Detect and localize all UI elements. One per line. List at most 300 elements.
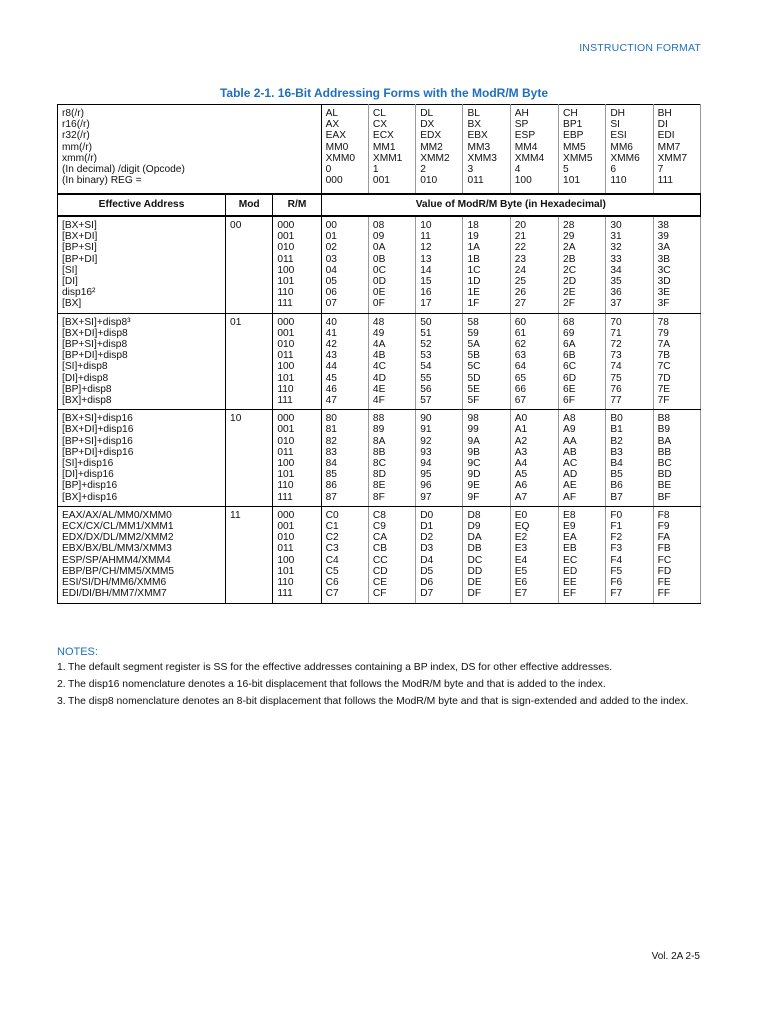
register-header-row: [58, 105, 701, 195]
cell-line: 010: [277, 532, 295, 544]
cell-line: 11: [420, 231, 431, 243]
cell-line: 100: [277, 554, 295, 566]
cell-line: CC: [372, 554, 388, 566]
hex-column: [653, 216, 700, 313]
cell-line: 68: [563, 316, 575, 328]
cell-line: 63: [514, 350, 527, 362]
cell-line: F8: [657, 509, 670, 521]
cell-line: r16(/r): [62, 119, 90, 131]
cell-line: 90: [420, 413, 432, 425]
cell-line: 95: [420, 469, 432, 481]
cell-line: 7B: [657, 350, 671, 362]
cell-line: 04: [325, 264, 337, 276]
cell-line: MM0: [325, 141, 349, 153]
cell-line: F0: [610, 509, 623, 521]
cell-line: XMM5: [563, 152, 593, 164]
cell-line: 6C: [563, 361, 577, 373]
hex-column: [321, 506, 368, 603]
cell-line: 6D: [563, 372, 577, 384]
cell-line: 24: [514, 264, 527, 276]
cell-line: 101: [563, 175, 581, 187]
cell-line: F4: [610, 554, 623, 566]
cell-line: AC: [563, 458, 578, 470]
cell-line: 0C: [372, 264, 386, 276]
cell-line: 65: [514, 372, 527, 384]
cell-line: (In binary) REG =: [62, 175, 142, 187]
cell-line: 19: [467, 231, 479, 243]
cell-line: 92: [420, 435, 432, 447]
cell-line: [BX]: [62, 298, 82, 310]
cell-line: C0: [325, 509, 339, 521]
cell-line: 0A: [372, 242, 386, 254]
cell-line: 40: [325, 316, 337, 328]
cell-line: 64: [514, 361, 527, 373]
cell-line: 5D: [467, 372, 481, 384]
cell-line: 56: [420, 383, 432, 395]
cell-line: BF: [657, 491, 671, 503]
hex-column: [653, 313, 700, 410]
cell-line: D5: [420, 565, 434, 577]
hex-column: [463, 506, 510, 603]
mod-cell: 00: [226, 216, 273, 313]
cell-line: 000: [277, 316, 295, 328]
cell-line: 79: [657, 327, 669, 339]
cell-line: 6A: [563, 339, 576, 351]
cell-line: A4: [514, 458, 528, 470]
cell-line: 4F: [372, 395, 385, 407]
cell-line: [BX+SI]+disp8³: [62, 316, 131, 328]
cell-line: 62: [514, 339, 527, 351]
cell-line: 011: [277, 253, 294, 265]
cell-line: 49: [372, 327, 385, 339]
cell-line: 60: [514, 316, 527, 328]
cell-line: 81: [325, 424, 337, 436]
cell-line: 8C: [372, 458, 386, 470]
cell-line: AX: [325, 119, 340, 131]
cell-line: EAX/AX/AL/MM0/XMM0: [62, 509, 172, 521]
hex-column: [416, 410, 463, 507]
cell-line: 7A: [657, 339, 671, 351]
cell-line: 1D: [467, 276, 481, 288]
cell-line: 80: [325, 413, 337, 425]
cell-line: 7C: [657, 361, 671, 373]
cell-line: ESI/SI/DH/MM6/XMM6: [62, 577, 167, 589]
cell-line: 86: [325, 480, 337, 492]
cell-line: 72: [610, 339, 622, 351]
cell-line: AB: [563, 446, 577, 458]
effective-address-cell: [58, 313, 226, 410]
mod-cell: 11: [226, 506, 273, 603]
cell-line: 000: [277, 413, 295, 425]
cell-line: 42: [325, 339, 337, 351]
cell-line: BD: [657, 469, 672, 481]
cell-line: [DI]+disp8: [62, 372, 109, 384]
hex-column: [559, 313, 606, 410]
cell-line: 0B: [372, 253, 386, 265]
cell-line: 33: [610, 253, 622, 265]
cell-line: 001: [277, 231, 295, 243]
hex-column: [321, 216, 368, 313]
hex-column: [463, 410, 510, 507]
table-caption: Table 2-1. 16-Bit Addressing Forms with the ModR/M Byte: [219, 86, 549, 100]
cell-line: B5: [610, 469, 623, 481]
cell-line: E9: [563, 521, 576, 533]
cell-line: 93: [420, 446, 432, 458]
cell-line: 29: [563, 231, 575, 243]
cell-line: C8: [372, 509, 386, 521]
cell-line: 4E: [372, 383, 386, 395]
cell-line: AH: [514, 108, 529, 119]
cell-line: A2: [514, 435, 528, 447]
cell-line: 1C: [467, 264, 481, 276]
cell-line: D3: [420, 543, 434, 555]
cell-line: 78: [657, 316, 669, 328]
hex-column: [368, 506, 415, 603]
cell-line: BC: [657, 458, 672, 470]
effective-address-cell: [58, 410, 226, 507]
cell-line: FF: [657, 588, 671, 600]
note-text: The disp16 nomenclature denotes a 16-bit displacement that follows the ModR/M byte and that is added to the index.: [68, 679, 606, 690]
cell-line: F1: [610, 521, 623, 533]
cell-line: A5: [514, 469, 528, 481]
cell-line: ECX/CX/CL/MM1/XMM1: [62, 521, 174, 533]
cell-line: MM2: [420, 141, 443, 153]
cell-line: E0: [514, 509, 528, 521]
cell-line: 010: [277, 339, 295, 351]
hex-column: [559, 216, 606, 313]
note-text: The default segment register is SS for the effective addresses containing a BP index, DS for other effective addresses.: [68, 662, 613, 673]
cell-line: 0: [325, 164, 332, 176]
cell-line: 011: [277, 350, 294, 362]
cell-line: 010: [420, 175, 438, 187]
cell-line: [SI]: [62, 264, 78, 276]
cell-line: 05: [325, 276, 337, 288]
cell-line: B4: [610, 458, 623, 470]
cell-line: 2F: [563, 298, 575, 310]
cell-line: 8D: [372, 469, 386, 481]
cell-line: F6: [610, 577, 623, 589]
hex-column: [606, 313, 653, 410]
cell-line: DD: [467, 565, 483, 577]
note-3: 3. The disp8 nomenclature denotes an 8-bit displacement that follows the ModR/M byte and that is sign-extended and added to the index.: [57, 696, 689, 707]
hex-column: [559, 506, 606, 603]
cell-line: ESP/SP/AHMM4/XMM4: [62, 554, 171, 566]
hex-column: [368, 216, 415, 313]
cell-line: 4: [514, 164, 521, 176]
cell-line: MM3: [467, 141, 491, 153]
cell-line: B2: [610, 435, 623, 447]
cell-line: D4: [420, 554, 434, 566]
hex-column: [510, 506, 558, 603]
cell-line: 48: [372, 316, 385, 328]
cell-line: EAX: [325, 130, 347, 142]
hex-column: [653, 506, 700, 603]
cell-line: 30: [610, 220, 622, 231]
cell-line: 31: [610, 231, 622, 243]
cell-line: 12: [420, 242, 432, 254]
cell-line: 9B: [467, 446, 480, 458]
cell-line: A0: [514, 413, 528, 425]
cell-line: [BX+SI]: [62, 220, 97, 231]
cell-line: 010: [277, 435, 295, 447]
cell-line: 61: [514, 327, 527, 339]
cell-line: 39: [657, 231, 669, 243]
hex-column: [416, 216, 463, 313]
cell-line: A7: [514, 491, 528, 503]
cell-line: 55: [420, 372, 432, 384]
header-value: Value of ModR/M Byte (in Hexadecimal): [321, 194, 700, 216]
cell-line: 3F: [657, 298, 670, 310]
cell-line: MM6: [610, 141, 633, 153]
cell-line: 23: [514, 253, 527, 265]
cell-line: [SI]+disp16: [62, 458, 114, 470]
cell-line: EBX/BX/BL/MM3/XMM3: [62, 543, 172, 555]
cell-line: DI: [657, 119, 668, 131]
rm-cell: [273, 313, 321, 410]
cell-line: 0E: [372, 287, 386, 299]
cell-line: 7F: [657, 395, 670, 407]
cell-line: 4A: [372, 339, 386, 351]
cell-line: F3: [610, 543, 623, 555]
cell-line: E5: [514, 565, 528, 577]
cell-line: [SI]+disp8: [62, 361, 108, 373]
cell-line: FE: [657, 577, 671, 589]
cell-line: 15: [420, 276, 432, 288]
cell-line: mm(/r): [62, 141, 92, 153]
cell-line: 20: [514, 220, 527, 231]
cell-line: 5B: [467, 350, 480, 362]
cell-line: XMM3: [467, 152, 497, 164]
cell-line: DL: [420, 108, 434, 119]
cell-line: [BX+SI]+disp16: [62, 413, 133, 425]
cell-line: EB: [563, 543, 577, 555]
cell-line: C3: [325, 543, 339, 555]
cell-line: 74: [610, 361, 622, 373]
cell-line: 43: [325, 350, 337, 362]
cell-line: CH: [563, 108, 578, 119]
cell-line: 3D: [657, 276, 671, 288]
cell-line: BH: [657, 108, 672, 119]
cell-line: E4: [514, 554, 528, 566]
rm-cell: [273, 506, 321, 603]
cell-line: 5E: [467, 383, 480, 395]
register-column: [606, 105, 653, 195]
cell-line: D9: [467, 521, 481, 533]
cell-line: CB: [372, 543, 388, 555]
cell-line: EC: [563, 554, 578, 566]
cell-line: 02: [325, 242, 337, 254]
cell-line: F5: [610, 565, 623, 577]
cell-line: C1: [325, 521, 339, 533]
cell-line: 6: [610, 164, 616, 176]
cell-line: 87: [325, 491, 337, 503]
hex-column: [416, 506, 463, 603]
cell-line: 58: [467, 316, 479, 328]
cell-line: 100: [514, 175, 532, 187]
register-column: [321, 105, 368, 195]
cell-line: 000: [277, 220, 295, 231]
register-column: [463, 105, 510, 195]
cell-line: 53: [420, 350, 432, 362]
cell-line: 6B: [563, 350, 576, 362]
note-text: The disp8 nomenclature denotes an 8-bit displacement that follows the ModR/M byte and that is sign-extended and added to the index.: [68, 696, 689, 707]
cell-line: CE: [372, 577, 388, 589]
cell-line: F7: [610, 588, 623, 600]
cell-line: A3: [514, 446, 528, 458]
hex-column: [321, 410, 368, 507]
cell-line: EBX: [467, 130, 488, 142]
cell-line: 7E: [657, 383, 671, 395]
cell-line: r32(/r): [62, 130, 90, 142]
cell-line: 111: [277, 395, 293, 407]
cell-line: 100: [277, 361, 295, 373]
cell-line: xmm(/r): [62, 152, 98, 164]
cell-line: [BP]+disp8: [62, 383, 112, 395]
cell-line: 59: [467, 327, 479, 339]
cell-line: 47: [325, 395, 337, 407]
cell-line: 18: [467, 220, 479, 231]
cell-line: A9: [563, 424, 576, 436]
cell-line: 77: [610, 395, 622, 407]
cell-line: 4B: [372, 350, 386, 362]
cell-line: EA: [563, 532, 577, 544]
hex-column: [368, 410, 415, 507]
cell-line: FB: [657, 543, 671, 555]
cell-line: E3: [514, 543, 528, 555]
mod-group-row: [58, 313, 701, 410]
cell-line: 28: [563, 220, 575, 231]
cell-line: 110: [277, 480, 294, 492]
cell-line: 110: [610, 175, 627, 187]
header-effective-address: Effective Address: [58, 194, 226, 216]
cell-line: 35: [610, 276, 622, 288]
cell-line: FA: [657, 532, 671, 544]
cell-line: 1B: [467, 253, 480, 265]
cell-line: 76: [610, 383, 622, 395]
hex-column: [510, 410, 558, 507]
mod-group-row: [58, 410, 701, 507]
cell-line: 011: [277, 446, 294, 458]
cell-line: 8E: [372, 480, 386, 492]
cell-line: 89: [372, 424, 385, 436]
cell-line: disp16²: [62, 287, 96, 299]
cell-line: BA: [657, 435, 672, 447]
cell-line: 1E: [467, 287, 480, 299]
hex-column: [653, 410, 700, 507]
cell-line: E7: [514, 588, 528, 600]
cell-line: 0D: [372, 276, 386, 288]
cell-line: [DI]: [62, 276, 78, 288]
cell-line: BP1: [563, 119, 583, 131]
cell-line: 2C: [563, 264, 577, 276]
cell-line: MM4: [514, 141, 538, 153]
cell-line: 73: [610, 350, 622, 362]
cell-line: EF: [563, 588, 577, 600]
register-column: [416, 105, 463, 195]
cell-line: 25: [514, 276, 527, 288]
cell-line: E6: [514, 577, 528, 589]
cell-line: [BX+DI]+disp16: [62, 424, 134, 436]
notes-heading: NOTES:: [57, 646, 98, 658]
cell-line: 5: [563, 164, 569, 176]
cell-line: EDI/DI/BH/MM7/XMM7: [62, 588, 167, 600]
cell-line: 14: [420, 264, 432, 276]
cell-line: B7: [610, 491, 623, 503]
cell-line: [BP+SI]+disp8: [62, 339, 128, 351]
cell-line: 2A: [563, 242, 576, 254]
cell-line: 111: [277, 491, 293, 503]
cell-line: 100: [277, 458, 295, 470]
cell-line: 67: [514, 395, 527, 407]
cell-line: 91: [420, 424, 432, 436]
cell-line: 45: [325, 372, 337, 384]
rm-cell: [273, 410, 321, 507]
cell-line: 1: [372, 164, 379, 176]
cell-line: 70: [610, 316, 622, 328]
column-header-row: [58, 194, 701, 216]
cell-line: CA: [372, 532, 388, 544]
cell-line: B6: [610, 480, 623, 492]
cell-line: 9E: [467, 480, 480, 492]
cell-line: F2: [610, 532, 623, 544]
cell-line: 3: [467, 164, 474, 176]
cell-line: MM7: [657, 141, 681, 153]
cell-line: AA: [563, 435, 577, 447]
cell-line: 54: [420, 361, 432, 373]
cell-line: [BP+DI]+disp8: [62, 350, 128, 362]
cell-line: 0F: [372, 298, 385, 310]
cell-line: 21: [514, 231, 527, 243]
rm-cell: [273, 216, 321, 313]
cell-line: EQ: [514, 521, 530, 533]
cell-line: ED: [563, 565, 578, 577]
cell-line: F9: [657, 521, 670, 533]
cell-line: 8A: [372, 435, 386, 447]
header-rm: R/M: [273, 194, 321, 216]
cell-line: SI: [610, 119, 620, 131]
cell-line: 7D: [657, 372, 671, 384]
cell-line: FC: [657, 554, 672, 566]
cell-line: E8: [563, 509, 576, 521]
cell-line: B8: [657, 413, 671, 425]
cell-line: 001: [277, 521, 295, 533]
cell-line: 4C: [372, 361, 386, 373]
mod-cell: 10: [226, 410, 273, 507]
cell-line: 110: [277, 287, 294, 299]
hex-column: [463, 216, 510, 313]
register-column: [653, 105, 700, 195]
cell-line: BX: [467, 119, 482, 131]
cell-line: 9C: [467, 458, 481, 470]
cell-line: BB: [657, 446, 672, 458]
cell-line: EDX/DX/DL/MM2/XMM2: [62, 532, 174, 544]
cell-line: D2: [420, 532, 434, 544]
cell-line: D0: [420, 509, 434, 521]
effective-address-cell: [58, 216, 226, 313]
cell-line: 9A: [467, 435, 480, 447]
cell-line: DX: [420, 119, 435, 131]
cell-line: E2: [514, 532, 528, 544]
cell-line: C7: [325, 588, 339, 600]
hex-column: [368, 313, 415, 410]
cell-line: CF: [372, 588, 387, 600]
cell-line: DA: [467, 532, 482, 544]
cell-line: DF: [467, 588, 482, 600]
cell-line: 001: [277, 424, 295, 436]
cell-line: 101: [277, 372, 295, 384]
register-column: [510, 105, 558, 195]
cell-line: D8: [467, 509, 481, 521]
